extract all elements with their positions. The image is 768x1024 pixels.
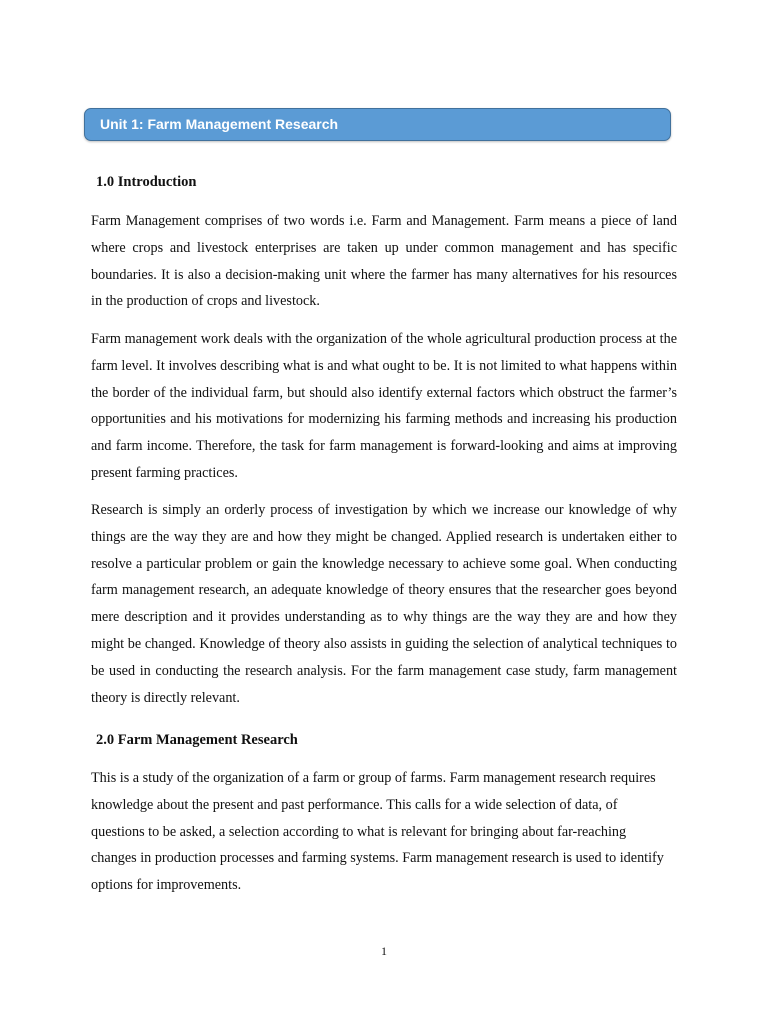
paragraph-farm-management-work: Farm management work deals with the organization of the whole agricultural production process at the farm level. It involves describing what is and what ought to be. It is not limited to what happens within the border of the individual farm, but should also identify external factors which obstruct the farmer’s opportunities and his motivations for modernizing his farming methods and increasing his production and farm income. Therefore, the task for farm management is forward-looking and aims at improving present farming practices. — [91, 331, 677, 481]
unit-title: Unit 1: Farm Management Research — [100, 116, 339, 132]
paragraph-farm-management-definition: Farm Management comprises of two words i.e. Farm and Management. Farm means a piece of land where crops and livestock enterprises are taken up under common management and has specific boundaries. It is also a decision-making unit where the farmer has many alternatives for his resources in the production of crops and livestock. — [91, 213, 677, 310]
section-heading-introduction: 1.0 Introduction — [96, 174, 197, 190]
paragraph-farm-management-research: This is a study of the organization of a farm or group of farms. Farm management research requires knowledge about the present and past performance. This calls for a wide selection of data, of questions to be asked, a selection according to what is relevant for bringing about far-reaching changes in production processes and farming systems. Farm management research is used to identify options for improvements. — [91, 770, 664, 894]
section-heading-farm-management-research: 2.0 Farm Management Research — [96, 732, 298, 748]
page-number: 1 — [381, 944, 387, 958]
paragraph-research-definition: Research is simply an orderly process of investigation by which we increase our knowledge of why things are the way they are and how they might be changed. Applied research is undertaken either to resolve a particular problem or gain the knowledge necessary to achieve some goal. When conducting farm management research, an adequate knowledge of theory ensures that the researcher goes beyond mere description and it provides understanding as to why things are the way they are and how they might be changed. Knowledge of theory also assists in guiding the selection of analytical techniques to be used in conducting the research analysis. For the farm management case study, farm management theory is directly relevant. — [91, 502, 677, 706]
unit-title-banner — [84, 108, 671, 141]
